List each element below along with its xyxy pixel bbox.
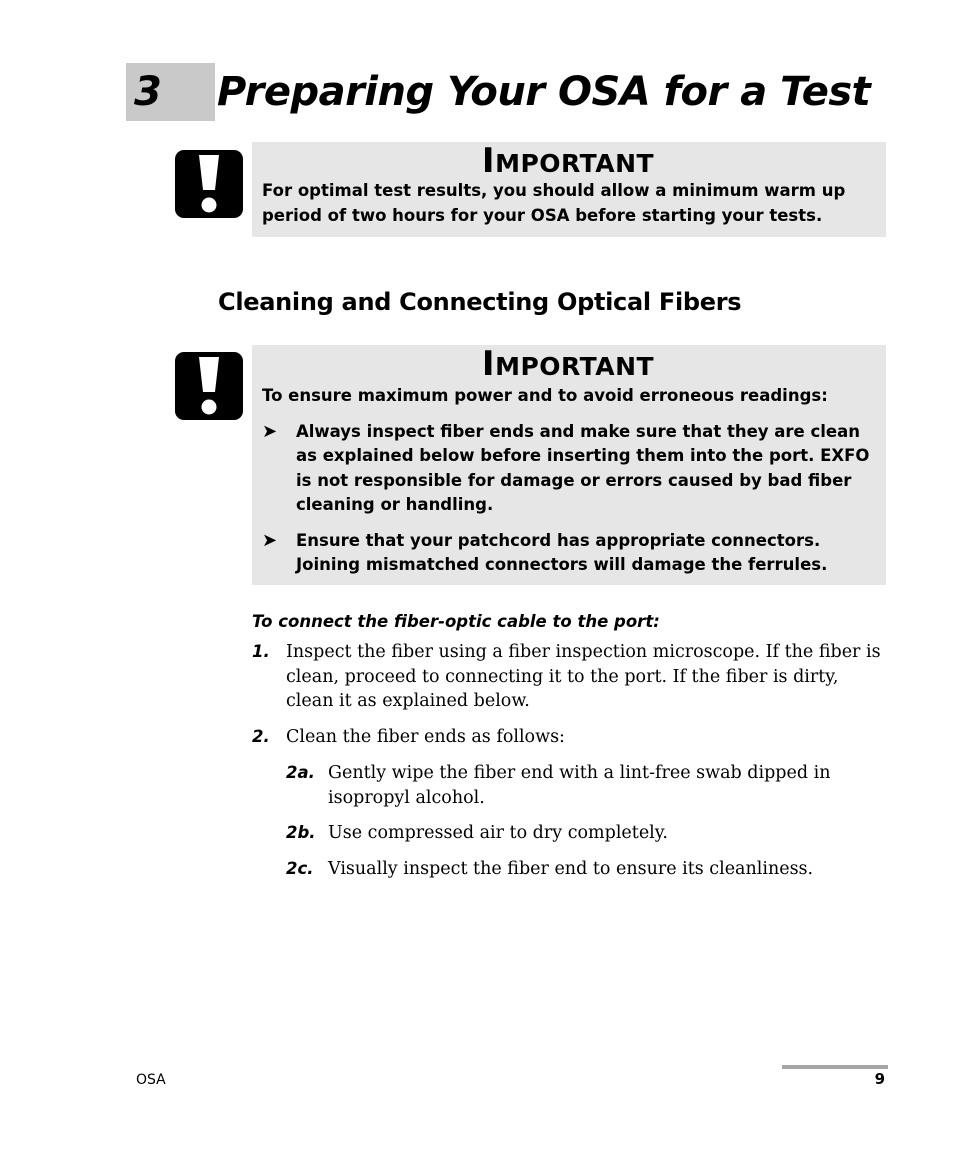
important-text: For optimal test results, you should allow a minimum warm up period of two hours for your OSA before starting your tests. bbox=[262, 181, 846, 225]
important-callout bbox=[252, 142, 886, 237]
substep-text: Gently wipe the fiber end with a lint-free swab dipped in isopropyl alcohol. bbox=[328, 763, 831, 808]
exclamation-icon bbox=[175, 352, 243, 420]
section-heading: Cleaning and Connecting Optical Fibers bbox=[218, 288, 742, 316]
arrow-bullet-icon: ➤ bbox=[262, 529, 278, 551]
substep-item bbox=[286, 857, 886, 882]
chapter-number: 3 bbox=[134, 69, 162, 115]
step-item bbox=[252, 725, 886, 750]
step-text: Clean the fiber ends as follows: bbox=[286, 727, 565, 747]
substep-number: 2c. bbox=[286, 859, 314, 878]
arrow-bullet-icon: ➤ bbox=[262, 420, 278, 442]
important-heading: IMPORTANT bbox=[481, 344, 655, 384]
substep-item bbox=[286, 821, 886, 846]
substep-item bbox=[286, 761, 886, 810]
important-heading: IMPORTANT bbox=[481, 141, 655, 181]
step-number: 2. bbox=[252, 727, 270, 746]
important-intro: To ensure maximum power and to avoid erroneous readings: bbox=[262, 386, 828, 405]
bullet-text: Ensure that your patchcord has appropriate connectors. Joining mismatched connectors will damage the ferrules. bbox=[296, 530, 828, 574]
bullet-text: Always inspect fiber ends and make sure that they are clean as explained below before inserting them into the port. EXFO is not responsible for damage or errors caused by bad fiber cleaning or handling. bbox=[296, 421, 870, 514]
substep-number: 2a. bbox=[286, 763, 315, 782]
procedure-heading: To connect the fiber-optic cable to the port: bbox=[252, 612, 660, 631]
step-text: Inspect the fiber using a fiber inspection microscope. If the fiber is clean, proceed to connecting it to the port. If the fiber is dirty, clean it as explained below. bbox=[286, 642, 881, 711]
important-callout bbox=[252, 345, 886, 585]
list-item bbox=[262, 529, 874, 578]
exclamation-icon bbox=[175, 150, 243, 218]
substep-text: Use compressed air to dry completely. bbox=[328, 823, 668, 843]
list-item bbox=[262, 420, 874, 518]
chapter-title: Preparing Your OSA for a Test bbox=[217, 69, 871, 115]
substep-text: Visually inspect the fiber end to ensure its cleanliness. bbox=[328, 859, 814, 879]
page-number: 9 bbox=[874, 1070, 885, 1088]
footer-product-name: OSA bbox=[136, 1072, 166, 1088]
step-number: 1. bbox=[252, 642, 270, 661]
step-item bbox=[252, 640, 886, 714]
substep-number: 2b. bbox=[286, 823, 316, 842]
